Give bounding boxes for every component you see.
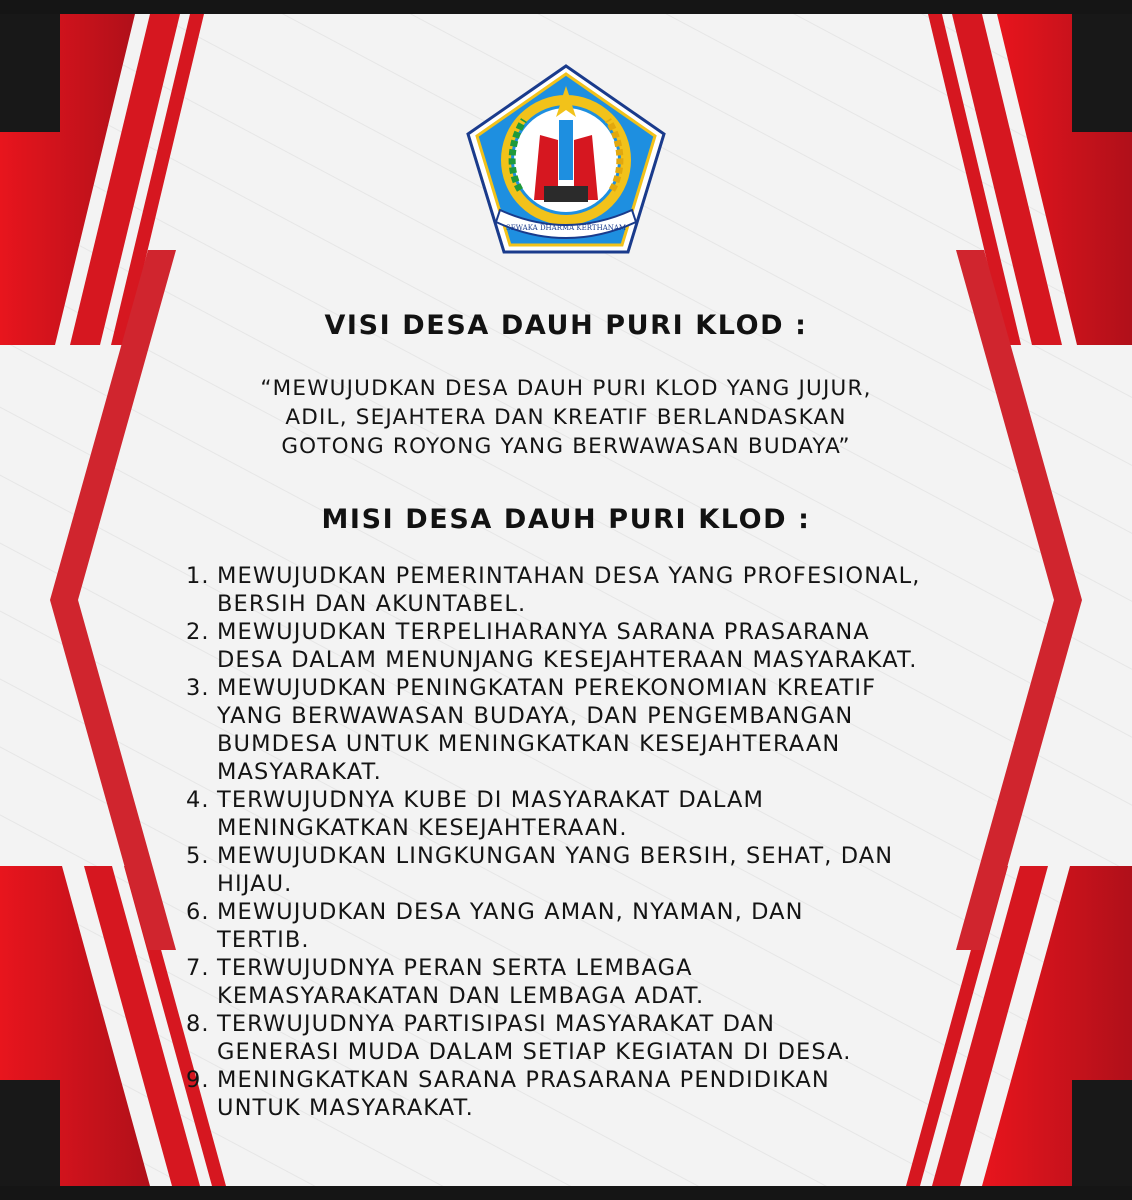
- vision-heading: VISI DESA DAUH PURI KLOD :: [324, 310, 808, 341]
- vision-statement: [160, 374, 972, 461]
- emblem-motto: SEWAKA DHARMA KERTHANAM: [505, 224, 627, 232]
- vision-line: GOTONG ROYONG YANG BERWAWASAN BUDAYA”: [281, 434, 851, 459]
- mission-number: 6.: [186, 899, 210, 925]
- mission-item: [186, 842, 1066, 898]
- mission-item: [186, 618, 1066, 674]
- mission-text-line: UNTUK MASYARAKAT.: [217, 1095, 474, 1121]
- mission-text-line: MEWUJUDKAN TERPELIHARANYA SARANA PRASARANA: [217, 619, 870, 645]
- mission-text-line: BERSIH DAN AKUNTABEL.: [217, 591, 527, 617]
- mission-text-line: MEWUJUDKAN PENINGKATAN PEREKONOMIAN KREATIF: [217, 675, 877, 701]
- mission-text-line: GENERASI MUDA DALAM SETIAP KEGIATAN DI DESA.: [217, 1039, 852, 1065]
- mission-item: [186, 562, 1066, 618]
- mission-item: [186, 1066, 1066, 1122]
- mission-text-line: TERWUJUDNYA PERAN SERTA LEMBAGA: [217, 955, 693, 981]
- mission-text-line: YANG BERWAWASAN BUDAYA, DAN PENGEMBANGAN: [217, 703, 854, 729]
- mission-text-line: MENINGKATKAN SARANA PRASARANA PENDIDIKAN: [217, 1067, 830, 1093]
- mission-text-line: MASYARAKAT.: [217, 759, 382, 785]
- vision-line: “MEWUJUDKAN DESA DAUH PURI KLOD YANG JUJUR,: [260, 376, 872, 401]
- mission-text-line: MEWUJUDKAN PEMERINTAHAN DESA YANG PROFESIONAL,: [217, 563, 921, 589]
- mission-item: [186, 674, 1066, 786]
- mission-number: 2.: [186, 619, 210, 645]
- mission-heading: MISI DESA DAUH PURI KLOD :: [321, 504, 811, 535]
- mission-text-line: TERTIB.: [217, 927, 310, 953]
- mission-number: 7.: [186, 955, 210, 981]
- mission-number: 5.: [186, 843, 210, 869]
- mission-item: [186, 786, 1066, 842]
- mission-text-line: MEWUJUDKAN LINGKUNGAN YANG BERSIH, SEHAT, DAN: [217, 843, 894, 869]
- vision-line: ADIL, SEJAHTERA DAN KREATIF BERLANDASKAN: [285, 405, 847, 430]
- mission-number: 9.: [186, 1067, 210, 1093]
- mission-text-line: MEWUJUDKAN DESA YANG AMAN, NYAMAN, DAN: [217, 899, 804, 925]
- mission-text-line: TERWUJUDNYA PARTISIPASI MASYARAKAT DAN: [217, 1011, 776, 1037]
- mission-text-line: BUMDESA UNTUK MENINGKATKAN KESEJAHTERAAN: [217, 731, 841, 757]
- mission-item: [186, 954, 1066, 1010]
- mission-text-line: HIJAU.: [217, 871, 293, 897]
- mission-text-line: TERWUJUDNYA KUBE DI MASYARAKAT DALAM: [217, 787, 765, 813]
- mission-text-line: KEMASYARAKATAN DAN LEMBAGA ADAT.: [217, 983, 705, 1009]
- village-emblem-logo: [462, 60, 670, 258]
- mission-list: [186, 562, 1066, 1122]
- mission-number: 4.: [186, 787, 210, 813]
- mission-item: [186, 898, 1066, 954]
- mission-number: 3.: [186, 675, 210, 701]
- mission-item: [186, 1010, 1066, 1066]
- mission-text-line: MENINGKATKAN KESEJAHTERAAN.: [217, 815, 628, 841]
- mission-number: 8.: [186, 1011, 210, 1037]
- mission-number: 1.: [186, 563, 210, 589]
- mission-text-line: DESA DALAM MENUNJANG KESEJAHTERAAN MASYARAKAT.: [217, 647, 918, 673]
